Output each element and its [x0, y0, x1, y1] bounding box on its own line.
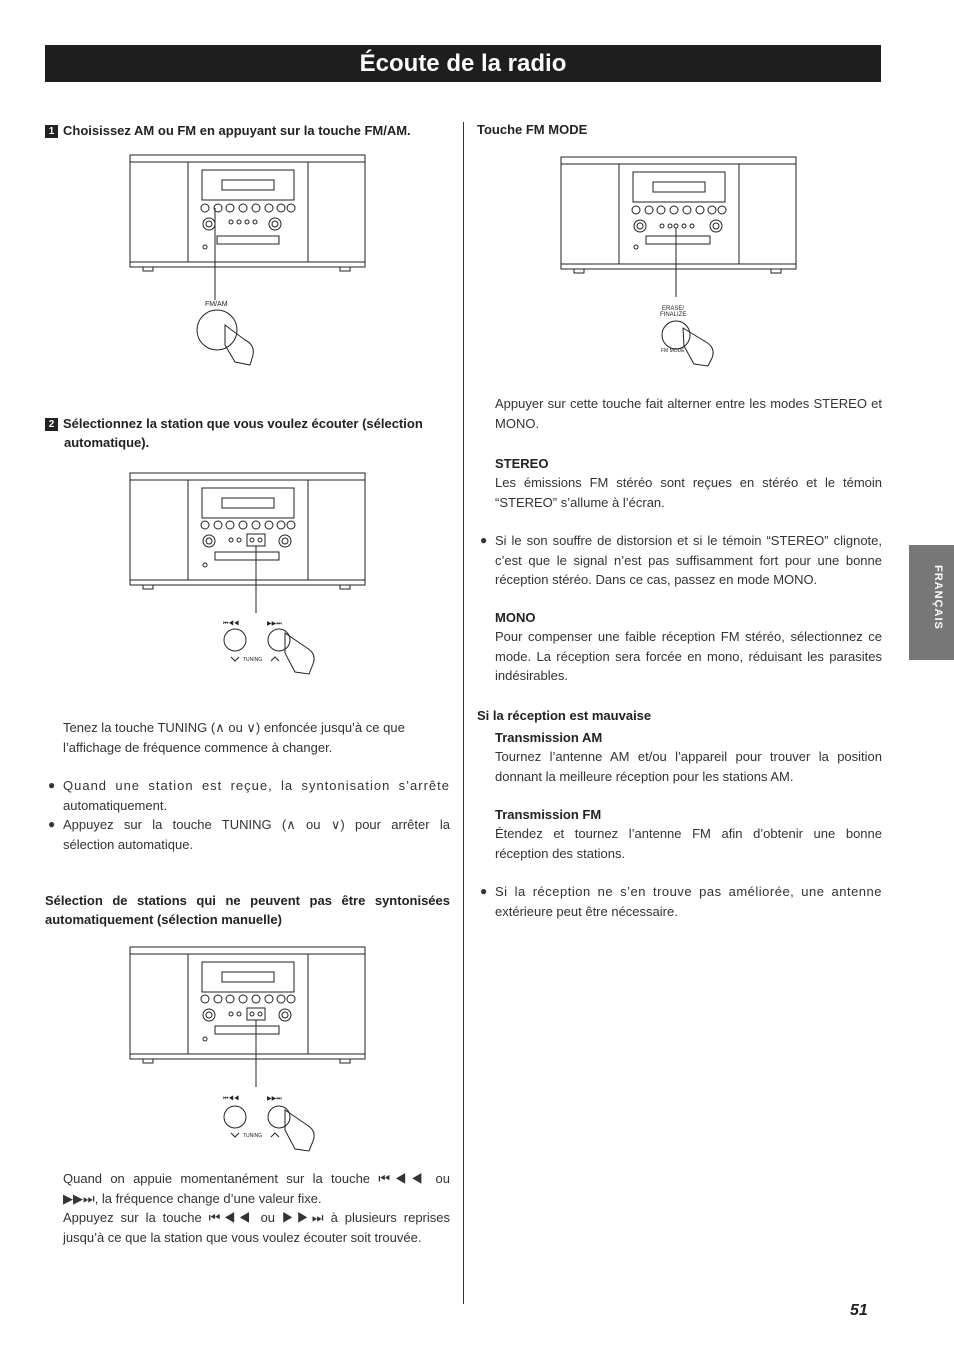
manual-instruction-line3: Appuyez sur la touche ⏮◀◀ ou ▶▶⏭ à plusieurs reprises — [63, 1210, 450, 1225]
am-transmission-line1: Tournez l’antenne AM et/ou l’appareil pour trouver la position — [495, 749, 882, 764]
step-1-number: 1 — [45, 125, 58, 138]
bullet-dot: ● — [48, 778, 56, 792]
bullet-stop-auto — [48, 815, 450, 854]
manual-instruction-line4: jusqu’à ce que la station que vous voulez écouter soit trouvée. — [63, 1229, 422, 1245]
svg-text:▶▶⏭: ▶▶⏭ — [267, 1096, 282, 1102]
fm-am-label: FM/AM — [205, 301, 228, 308]
bullet-distortion-line1: Si le son souffre de distorsion et si le témoin “STEREO” clignote, — [495, 533, 882, 548]
bullet-outdoor-antenna-line1: Si la réception ne s’en trouve pas améliorée, une antenne — [495, 884, 882, 899]
tuning-instruction — [63, 718, 453, 757]
am-transmission-description — [495, 747, 882, 786]
am-transmission-heading: Transmission AM — [495, 730, 603, 745]
step-2-heading — [45, 414, 450, 452]
bullet-stop-auto-line1: Appuyez sur la touche TUNING (∧ ou ∨) pour arrêter la — [63, 817, 450, 832]
fm-mode-label: FM MODE — [661, 348, 685, 354]
bullet-distortion-line3: réception stéréo. Dans ce cas, passez en mode MONO. — [495, 572, 818, 587]
svg-text:⏮◀◀: ⏮◀◀ — [223, 621, 240, 627]
fm-transmission-line1: Étendez et tournez l’antenne FM afin d’obtenir une bonne — [495, 826, 882, 841]
step-2-title-line2: automatique). — [64, 435, 150, 450]
bullet-dot: ● — [480, 884, 488, 898]
tuning-instruction-line1: Tenez la touche TUNING (∧ ou ∨) enfoncée jusqu’à ce que — [63, 720, 405, 735]
fm-transmission-line2: réception des stations. — [495, 845, 626, 861]
fm-mode-description-line1: Appuyer sur cette touche fait alterner entre les modes STEREO et — [495, 396, 882, 411]
fm-mode-description-line2: MONO. — [495, 415, 540, 431]
bullet-distortion-line2: c’est que le signal n’est pas suffisamment fort pour une bonne — [495, 552, 882, 568]
manual-selection-heading-line2: automatiquement (sélection manuelle) — [45, 912, 282, 927]
am-transmission-line2: donnant la meilleure réception pour les stations AM. — [495, 768, 794, 784]
bad-reception-heading: Si la réception est mauvaise — [477, 708, 652, 723]
mono-description-line1: Pour compenser une faible réception FM stéréo, sélectionnez ce — [495, 629, 882, 644]
manual-instruction-line2: ▶▶⏭, la fréquence change d’une valeur fixe. — [63, 1190, 322, 1206]
mono-description-line2: mode. La réception sera forcée en mono, réduisant les parasites — [495, 648, 882, 664]
manual-instruction-line1: Quand on appuie momentanément sur la touche ⏮◀◀ ou — [63, 1171, 450, 1186]
stereo-description-line1: Les émissions FM stéréo sont reçues en stéréo et le témoin — [495, 475, 882, 490]
bullet-station-received — [48, 776, 450, 815]
figure-manual-tuning — [125, 942, 370, 1157]
tuning-label-fig2: TUNING — [243, 657, 263, 663]
mono-description-line3: indésirables. — [495, 668, 568, 683]
tuning-label-fig3: TUNING — [243, 1133, 263, 1139]
bullet-dot: ● — [480, 533, 488, 547]
step-2-title-line1: Sélectionnez la station que vous voulez écouter (sélection — [63, 416, 423, 431]
svg-text:⏮◀◀: ⏮◀◀ — [223, 1096, 240, 1102]
figure-fm-mode-button — [556, 152, 801, 372]
language-tab-label: FRANÇAIS — [932, 565, 944, 630]
stereo-heading: STEREO — [495, 456, 549, 471]
erase-label: ERASE/ — [662, 306, 685, 312]
bullet-dot: ● — [48, 817, 56, 831]
step-1-title: Choisissez AM ou FM en appuyant sur la touche FM/AM. — [63, 123, 411, 138]
mono-description — [495, 627, 882, 686]
manual-instruction — [63, 1169, 450, 1247]
bullet-outdoor-antenna — [480, 882, 882, 921]
bullet-station-received-line1: Quand une station est reçue, la syntonisation s’arrête — [63, 778, 450, 793]
column-divider — [463, 122, 464, 1304]
fm-transmission-description — [495, 824, 882, 863]
manual-selection-heading — [45, 891, 450, 929]
fm-transmission-heading: Transmission FM — [495, 807, 602, 822]
mono-heading: MONO — [495, 610, 536, 625]
bullet-outdoor-antenna-line2: extérieure peut être nécessaire. — [495, 903, 678, 919]
bullet-distortion — [480, 531, 882, 590]
finalize-label: FINALIZE — [660, 312, 687, 318]
stereo-description — [495, 473, 882, 512]
figure-tuning-buttons — [125, 468, 370, 683]
fm-mode-description — [495, 394, 882, 433]
svg-text:▶▶⏭: ▶▶⏭ — [267, 621, 282, 627]
fm-mode-heading: Touche FM MODE — [477, 122, 588, 137]
bullet-stop-auto-line2: sélection automatique. — [63, 836, 194, 852]
figure-fm-am-button — [125, 150, 370, 370]
language-tab — [909, 545, 954, 660]
step-1-heading — [45, 121, 455, 140]
stereo-description-line2: “STEREO” s’allume à l’écran. — [495, 494, 665, 510]
page-title: Écoute de la radio — [45, 45, 881, 82]
bullet-station-received-line2: automatiquement. — [63, 797, 168, 813]
tuning-instruction-line2: l’affichage de fréquence commence à changer. — [63, 739, 333, 755]
manual-selection-heading-line1: Sélection de stations qui ne peuvent pas être syntonisées — [45, 893, 450, 908]
step-2-number: 2 — [45, 418, 58, 431]
page-number: 51 — [850, 1302, 868, 1319]
